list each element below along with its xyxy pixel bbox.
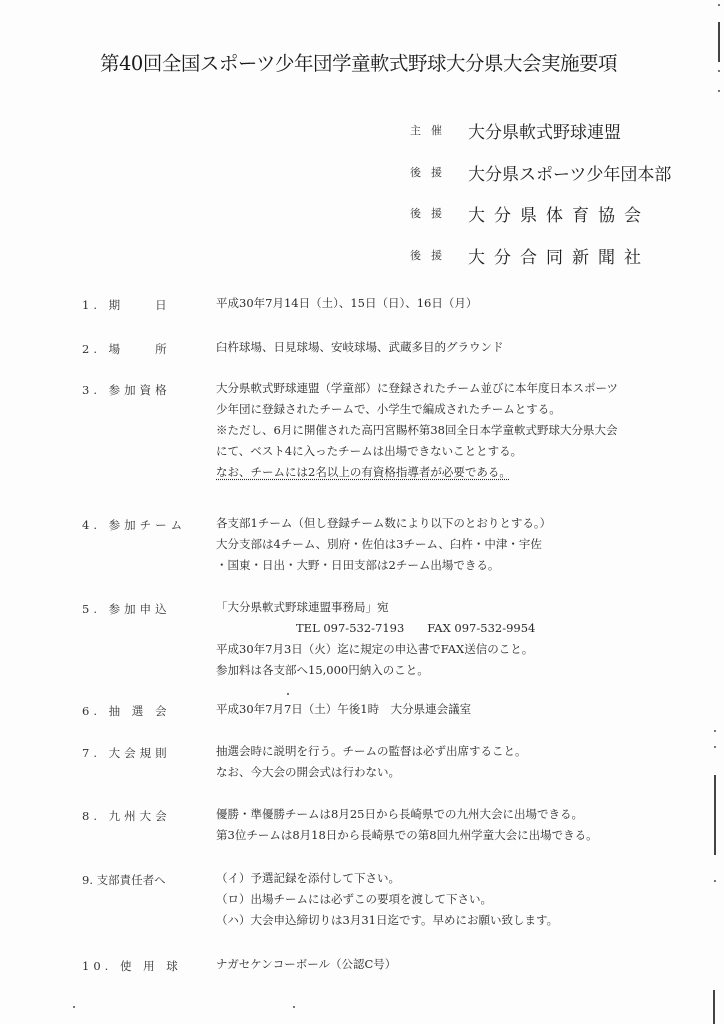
scan-dot (714, 880, 716, 882)
section-body (216, 699, 676, 720)
section-body (216, 868, 676, 931)
scan-dot (73, 1006, 75, 1008)
section-body (216, 741, 676, 783)
sponsor-name: 大分合同新聞社 (468, 248, 650, 268)
section-line: ・国東・日出・大野・日田支部は2チーム出場できる。 (216, 558, 500, 572)
sponsor-name: 大分県スポーツ少年団本部 (468, 165, 672, 185)
section-body (216, 804, 676, 846)
contact-line: TEL 097-532-7193 FAX 097-532-9954 (296, 621, 536, 635)
section-label: 7. 大会規則 (82, 746, 171, 760)
organizer-name: 大分県軟式野球連盟 (468, 123, 621, 143)
sponsor-name: 大分県体育協会 (468, 206, 650, 226)
section-line: 平成30年7月3日（火）迄に規定の申込書でFAX送信のこと。 (216, 642, 534, 656)
section-label: 8. 九州大会 (82, 809, 171, 823)
section-line: ※ただし、6月に開催された高円宮賜杯第38回全日本学童軟式野球大分県大会 (216, 423, 618, 437)
section-line: 優勝・準優勝チームは8月25日から長崎県での九州大会に出場できる。 (216, 807, 583, 821)
section-line: 第3位チームは8月18日から長崎県での第8回九州学童大会に出場できる。 (216, 828, 598, 842)
section-line: 抽選会時に説明を行う。チームの監督は必ず出席すること。 (216, 744, 527, 758)
section-line-underlined: なお、チームには2名以上の有資格指導者が必要である。 (216, 465, 511, 479)
section-body (216, 378, 676, 483)
section-line: （ハ）大会申込締切りは3月31日迄です。早めにお願い致します。 (216, 913, 559, 927)
scan-dot (718, 70, 720, 72)
document-title: 第40回全国スポーツ少年団学童軟式野球大分県大会実施要項 (100, 52, 618, 75)
section-label: 4. 参加チーム (82, 518, 187, 532)
scan-edge-mark (713, 990, 715, 1024)
section-line: （イ）予選記録を添付して下さい。 (216, 871, 400, 885)
section-body (216, 513, 676, 576)
section-line: 少年団に登録されたチームで、小学生で編成されたチームとする。 (216, 402, 561, 416)
scan-edge-mark (714, 775, 716, 855)
section-body (216, 293, 676, 314)
section-body (216, 337, 676, 358)
sponsor-role: 後援 (410, 207, 452, 220)
section-line: 各支部1チーム（但し登録チーム数により以下のとおりとする。） (216, 516, 552, 530)
section-body (216, 597, 676, 681)
sponsor-role: 後援 (410, 249, 452, 262)
section-line: なお、今大会の開会式は行わない。 (216, 765, 400, 779)
organizer-role: 主催 (410, 124, 452, 137)
scan-dot (287, 693, 289, 695)
section-line: 大分支部は4チーム、別府・佐伯は3チーム、臼杵・中津・宇佐 (216, 537, 542, 551)
scan-edge-mark (718, 22, 720, 62)
section-line: 大分県軟式野球連盟（学童部）に登録されたチーム並びに本年度日本スポーツ (216, 381, 619, 395)
section-line: （ロ）出場チームには必ずこの要項を渡して下さい。 (216, 892, 492, 906)
section-line: 「大分県軟式野球連盟事務局」宛 (216, 600, 389, 614)
section-line: 平成30年7月14日（土）、15日（日）、16日（月） (216, 296, 478, 310)
section-line: 平成30年7月7日（土）午後1時 大分県連会議室 (216, 702, 472, 716)
scan-dot (293, 1006, 295, 1008)
section-label: 6. 抽 選 会 (82, 704, 171, 718)
scan-dot (718, 90, 720, 92)
section-label: 3. 参加資格 (82, 383, 171, 397)
scan-dot (714, 746, 716, 748)
sponsor-role: 後援 (410, 166, 452, 179)
section-line: にて、ベスト4に入ったチームは出場できないこととする。 (216, 444, 523, 458)
section-line: ナガセケンコーボール（公認C号） (216, 957, 397, 971)
section-body (216, 954, 676, 975)
section-label: 5. 参加申込 (82, 602, 171, 616)
section-label: 10. 使 用 球 (82, 959, 182, 973)
scan-dot (714, 730, 716, 732)
scan-dot (718, 4, 720, 6)
section-line: 参加料は各支部へ15,000円納入のこと。 (216, 663, 429, 677)
section-label: 2. 場 所 (82, 342, 171, 356)
section-label: 9. 支部責任者へ (82, 873, 166, 887)
section-label: 1. 期 日 (82, 298, 171, 312)
section-line: 臼杵球場、日見球場、安岐球場、武蔵多目的グラウンド (216, 340, 504, 354)
